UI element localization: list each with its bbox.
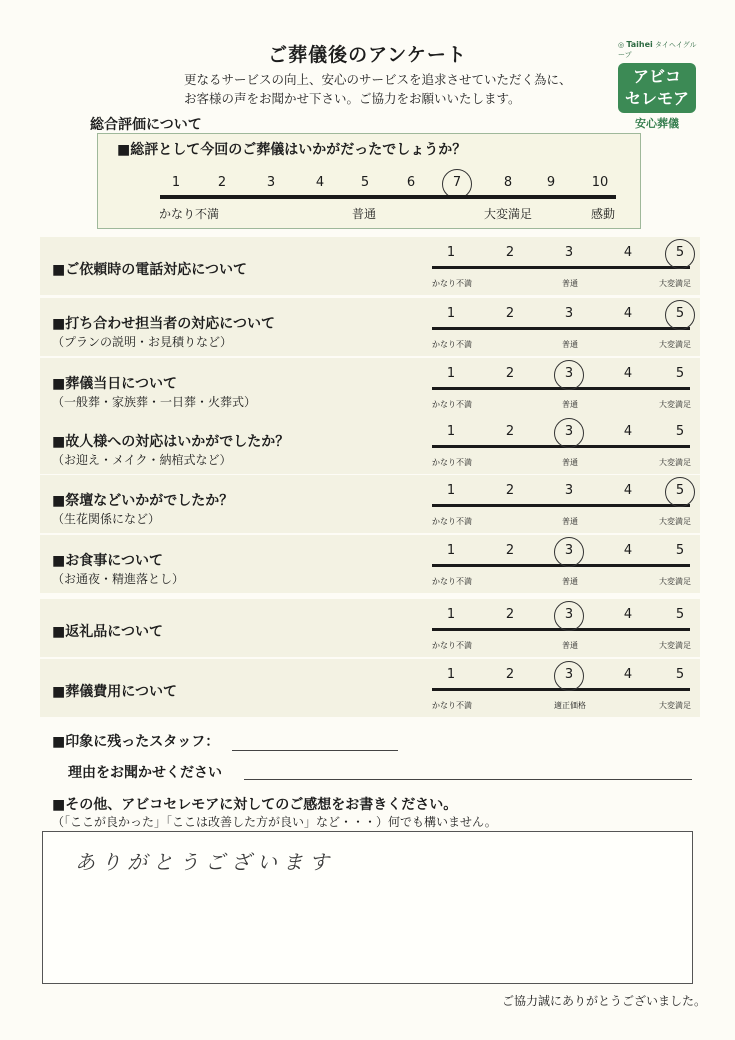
rating-option[interactable]: 4 — [623, 424, 633, 439]
logo-badge — [618, 63, 696, 113]
rating-option[interactable]: 3 — [564, 366, 574, 381]
rating-option[interactable]: 5 — [675, 667, 685, 682]
overall-scale-number[interactable]: 4 — [315, 175, 325, 190]
rating-label-high: 大変満足 — [659, 340, 691, 349]
rating-option[interactable]: 2 — [505, 607, 515, 622]
rating-option[interactable]: 3 — [564, 306, 574, 321]
rating-option[interactable]: 3 — [564, 245, 574, 260]
logo-ring-icon: ◎ — [618, 41, 625, 49]
question-title: ■お食事について — [52, 553, 163, 569]
question-subtitle: （お通夜・精進落とし） — [52, 572, 185, 586]
intro-line-2: お客様の声をお聞かせ下さい。ご協力をお願いいたします。 — [184, 91, 521, 106]
rating-option[interactable]: 3 — [564, 483, 574, 498]
overall-scale-number[interactable]: 2 — [217, 175, 227, 190]
intro-line-1: 更なるサービスの向上、安心のサービスを追求させていただく為に、 — [184, 72, 572, 87]
overall-scale-number[interactable]: 8 — [503, 175, 513, 190]
overall-question: ■総評として今回のご葬儀はいかがだったでしょうか？ — [117, 142, 467, 158]
question-title: ■ご依頼時の電話対応について — [52, 262, 247, 278]
comments-subtitle: （「ここが良かった」「ここは改善した方が良い」など・・・）何でも構いません。 — [52, 815, 497, 829]
rating-option[interactable]: 1 — [446, 667, 456, 682]
rating-option[interactable]: 1 — [446, 366, 456, 381]
rating-option[interactable]: 2 — [505, 543, 515, 558]
rating-label-high: 大変満足 — [659, 577, 691, 586]
question-subtitle: （生花関係になど） — [52, 512, 161, 526]
handwritten-comment: ありがとうございます — [75, 850, 335, 874]
rating-option[interactable]: 4 — [623, 366, 633, 381]
rating-label-low: かなり不満 — [432, 400, 472, 409]
rating-option[interactable]: 3 — [564, 424, 574, 439]
rating-label-high: 大変満足 — [659, 641, 691, 650]
question-title: ■故人様への対応はいかがでしたか？ — [52, 434, 290, 450]
rating-selected-circle — [554, 360, 584, 390]
question-title: ■葬儀当日について — [52, 376, 177, 392]
question-subtitle: （お迎え・メイク・納棺式など） — [52, 453, 232, 467]
overall-scale-line — [160, 195, 616, 199]
rating-option[interactable]: 5 — [675, 607, 685, 622]
rating-option[interactable]: 5 — [675, 483, 685, 498]
rating-option[interactable]: 1 — [446, 483, 456, 498]
rating-scale-line — [432, 266, 690, 269]
rating-selected-circle — [665, 477, 695, 507]
rating-label-high: 大変満足 — [659, 400, 691, 409]
rating-label-low: かなり不満 — [432, 641, 472, 650]
rating-option[interactable]: 1 — [446, 245, 456, 260]
logo-name-line-2: セレモア — [624, 89, 689, 108]
staff-label: ■印象に残ったスタッフ： — [52, 734, 220, 750]
overall-scale-number[interactable]: 7 — [452, 175, 462, 190]
rating-option[interactable]: 3 — [564, 667, 574, 682]
rating-label-low: かなり不満 — [432, 279, 472, 288]
rating-selected-circle — [554, 537, 584, 567]
logo-name-line-1: アビコ — [632, 67, 681, 86]
rating-label-low: かなり不満 — [432, 517, 472, 526]
rating-option[interactable]: 4 — [623, 306, 633, 321]
rating-option[interactable]: 5 — [675, 306, 685, 321]
rating-selected-circle — [554, 601, 584, 631]
overall-label-top: 感動 — [590, 207, 615, 221]
reason-label: 理由をお聞かせください — [68, 765, 222, 781]
overall-scale-number[interactable]: 9 — [546, 175, 556, 190]
rating-option[interactable]: 5 — [675, 543, 685, 558]
rating-option[interactable]: 3 — [564, 543, 574, 558]
rating-selected-circle — [554, 418, 584, 448]
overall-scale-number[interactable]: 5 — [360, 175, 370, 190]
rating-label-high: 大変満足 — [659, 517, 691, 526]
rating-label-low: かなり不満 — [432, 458, 472, 467]
question-title: ■返礼品について — [52, 624, 163, 640]
rating-label-mid: 普通 — [562, 400, 578, 409]
overall-scale-number[interactable]: 1 — [171, 175, 181, 190]
rating-option[interactable]: 4 — [623, 607, 633, 622]
rating-option[interactable]: 1 — [446, 306, 456, 321]
rating-option[interactable]: 2 — [505, 424, 515, 439]
rating-option[interactable]: 1 — [446, 607, 456, 622]
rating-label-mid: 普通 — [562, 279, 578, 288]
rating-option[interactable]: 2 — [505, 245, 515, 260]
rating-option[interactable]: 2 — [505, 667, 515, 682]
question-subtitle: （プランの説明・お見積りなど） — [52, 335, 233, 349]
rating-option[interactable]: 4 — [623, 245, 633, 260]
rating-label-mid: 普通 — [562, 577, 578, 586]
staff-input-line[interactable] — [232, 750, 398, 751]
rating-label-mid: 適正価格 — [554, 701, 586, 710]
rating-scale-line — [432, 327, 690, 330]
rating-option[interactable]: 5 — [675, 245, 685, 260]
rating-option[interactable]: 5 — [675, 424, 685, 439]
rating-label-mid: 普通 — [562, 641, 578, 650]
rating-label-low: かなり不満 — [432, 577, 472, 586]
rating-selected-circle — [665, 300, 695, 330]
comments-title: ■その他、アビコセレモアに対してのご感想をお書きください。 — [52, 797, 458, 813]
rating-label-high: 大変満足 — [659, 458, 691, 467]
overall-scale-number[interactable]: 6 — [406, 175, 416, 190]
company-logo — [610, 40, 700, 131]
overall-label-mid: 普通 — [351, 207, 376, 221]
rating-label-high: 大変満足 — [659, 279, 691, 288]
rating-selected-circle — [665, 239, 695, 269]
logo-tagline: 安心葬儀 — [635, 117, 679, 130]
question-title: ■打ち合わせ担当者の対応について — [52, 316, 275, 332]
rating-option[interactable]: 1 — [446, 543, 456, 558]
overall-scale-number[interactable]: 3 — [266, 175, 276, 190]
rating-label-high: 大変満足 — [659, 701, 691, 710]
rating-option[interactable]: 5 — [675, 366, 685, 381]
rating-option[interactable]: 2 — [505, 483, 515, 498]
question-title: ■祭壇などいかがでしたか？ — [52, 493, 234, 509]
rating-option[interactable]: 3 — [564, 607, 574, 622]
rating-option[interactable]: 2 — [505, 306, 515, 321]
logo-group-name: タイヘイグループ — [618, 41, 697, 59]
logo-brand-name: Taihei — [626, 40, 653, 49]
question-title: ■葬儀費用について — [52, 684, 177, 700]
question-subtitle: （一般葬・家族葬・一日葬・火葬式） — [52, 395, 257, 409]
logo-brand — [618, 40, 700, 60]
rating-option[interactable]: 4 — [623, 667, 633, 682]
rating-option[interactable]: 2 — [505, 366, 515, 381]
intro-text — [184, 70, 572, 108]
rating-label-low: かなり不満 — [432, 701, 472, 710]
rating-option[interactable]: 4 — [623, 543, 633, 558]
thanks-text: ご協力誠にありがとうございました。 — [501, 994, 706, 1008]
reason-input-line[interactable] — [244, 779, 692, 780]
overall-label-low: かなり不満 — [158, 207, 219, 221]
overall-heading: 総合評価について — [90, 117, 202, 133]
overall-scale-number[interactable]: 10 — [591, 175, 609, 190]
rating-selected-circle — [554, 661, 584, 691]
rating-label-mid: 普通 — [562, 517, 578, 526]
page-title: ご葬儀後のアンケート — [268, 44, 467, 66]
rating-option[interactable]: 4 — [623, 483, 633, 498]
rating-label-low: かなり不満 — [432, 340, 472, 349]
overall-label-high: 大変満足 — [483, 207, 532, 221]
rating-option[interactable]: 1 — [446, 424, 456, 439]
rating-label-mid: 普通 — [562, 458, 578, 467]
rating-label-mid: 普通 — [562, 340, 578, 349]
rating-scale-line — [432, 504, 690, 507]
